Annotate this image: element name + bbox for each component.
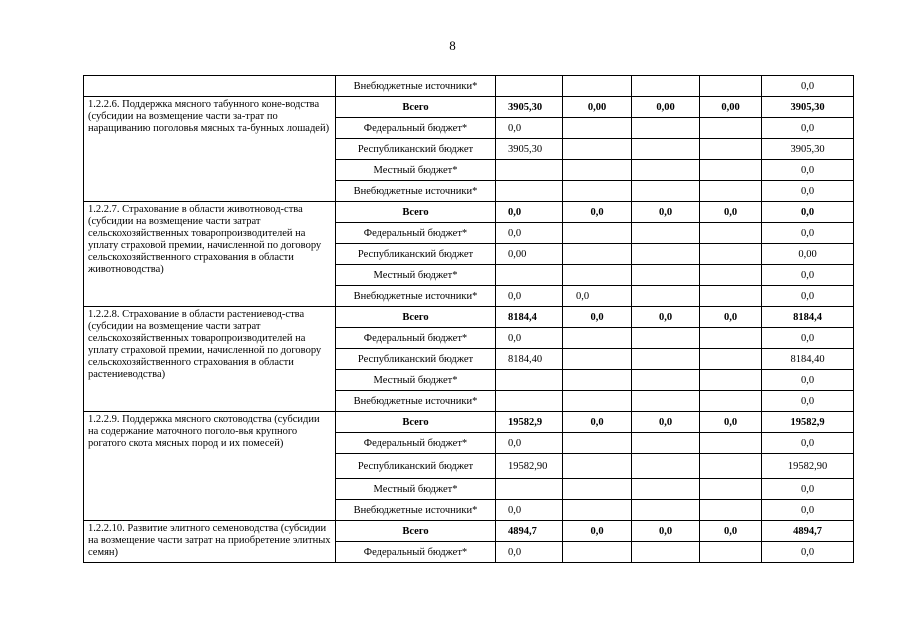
value-cell: [700, 479, 762, 500]
value-cell: [700, 500, 762, 521]
value-cell: [563, 223, 632, 244]
value-cell: 8184,40: [496, 349, 563, 370]
value-cell: [700, 76, 762, 97]
value-cell: [700, 328, 762, 349]
total-cell: 0,0: [762, 542, 854, 563]
total-cell: 3905,30: [762, 139, 854, 160]
value-cell: 0,0: [496, 500, 563, 521]
funding-source-cell: Местный бюджет*: [336, 265, 496, 286]
funding-source-cell: Республиканский бюджет: [336, 454, 496, 479]
total-cell: 0,0: [762, 328, 854, 349]
measure-description-cell: 1.2.2.9. Поддержка мясного скотоводства (субсидии на содержание маточного поголо-вья крупного рогатого скота мясных пород и их помесей): [84, 412, 336, 521]
value-cell: [632, 76, 700, 97]
total-cell: 0,0: [762, 391, 854, 412]
value-cell: [700, 139, 762, 160]
value-cell: 0,0: [700, 412, 762, 433]
funding-source-cell: Внебюджетные источники*: [336, 181, 496, 202]
value-cell: [632, 286, 700, 307]
value-cell: [632, 370, 700, 391]
total-cell: 0,0: [762, 76, 854, 97]
table-row: [84, 202, 854, 223]
budget-table: [83, 75, 854, 563]
funding-source-cell: Всего: [336, 97, 496, 118]
value-cell: [632, 160, 700, 181]
measure-description-cell: 1.2.2.7. Страхование в области животновод-ства (субсидии на возмещение части затрат сельскохозяйственных товаропроизводителей на уплату страховой премии, начисленной по договору сельскохозяйственного страхования в области животноводства): [84, 202, 336, 307]
value-cell: [700, 223, 762, 244]
value-cell: [632, 391, 700, 412]
value-cell: 0,0: [563, 307, 632, 328]
value-cell: 0,0: [632, 412, 700, 433]
total-cell: 3905,30: [762, 97, 854, 118]
total-cell: 0,0: [762, 500, 854, 521]
total-cell: 8184,40: [762, 349, 854, 370]
value-cell: 3905,30: [496, 97, 563, 118]
value-cell: 0,0: [632, 307, 700, 328]
funding-source-cell: Республиканский бюджет: [336, 244, 496, 265]
measure-description-cell: 1.2.2.10. Развитие элитного семеноводства (субсидии на возмещение части затрат на приобретение элитных семян): [84, 521, 336, 563]
value-cell: [563, 542, 632, 563]
value-cell: 0,0: [496, 542, 563, 563]
value-cell: 8184,4: [496, 307, 563, 328]
funding-source-cell: Федеральный бюджет*: [336, 328, 496, 349]
value-cell: [632, 454, 700, 479]
value-cell: [632, 328, 700, 349]
value-cell: [563, 244, 632, 265]
funding-source-cell: Федеральный бюджет*: [336, 542, 496, 563]
total-cell: 0,0: [762, 181, 854, 202]
value-cell: [700, 265, 762, 286]
value-cell: 0,00: [632, 97, 700, 118]
value-cell: 0,0: [632, 521, 700, 542]
value-cell: 0,0: [496, 328, 563, 349]
value-cell: [496, 265, 563, 286]
value-cell: [632, 433, 700, 454]
table-row: [84, 521, 854, 542]
value-cell: [632, 500, 700, 521]
funding-source-cell: Внебюджетные источники*: [336, 500, 496, 521]
value-cell: 0,00: [563, 97, 632, 118]
table-row: [84, 307, 854, 328]
value-cell: 0,0: [496, 223, 563, 244]
value-cell: [496, 160, 563, 181]
value-cell: 0,0: [496, 286, 563, 307]
value-cell: 0,00: [700, 97, 762, 118]
funding-source-cell: Внебюджетные источники*: [336, 391, 496, 412]
value-cell: 0,0: [496, 202, 563, 223]
value-cell: [700, 370, 762, 391]
total-cell: 0,0: [762, 202, 854, 223]
total-cell: 0,0: [762, 479, 854, 500]
value-cell: [632, 265, 700, 286]
value-cell: [496, 181, 563, 202]
value-cell: [563, 118, 632, 139]
value-cell: 0,0: [700, 202, 762, 223]
value-cell: 0,0: [563, 521, 632, 542]
value-cell: [563, 349, 632, 370]
value-cell: 0,0: [563, 202, 632, 223]
funding-source-cell: Всего: [336, 307, 496, 328]
total-cell: 0,0: [762, 223, 854, 244]
value-cell: [700, 433, 762, 454]
value-cell: [632, 244, 700, 265]
value-cell: [632, 223, 700, 244]
value-cell: [700, 244, 762, 265]
funding-source-cell: Республиканский бюджет: [336, 139, 496, 160]
value-cell: 0,0: [700, 521, 762, 542]
funding-source-cell: Местный бюджет*: [336, 370, 496, 391]
value-cell: [632, 479, 700, 500]
value-cell: [700, 160, 762, 181]
funding-source-cell: Внебюджетные источники*: [336, 286, 496, 307]
value-cell: [700, 454, 762, 479]
value-cell: [700, 181, 762, 202]
value-cell: [563, 160, 632, 181]
total-cell: 0,0: [762, 265, 854, 286]
page-number: 8: [449, 38, 456, 53]
funding-source-cell: Всего: [336, 521, 496, 542]
funding-source-cell: Федеральный бюджет*: [336, 118, 496, 139]
value-cell: [632, 542, 700, 563]
value-cell: [632, 181, 700, 202]
total-cell: 19582,90: [762, 454, 854, 479]
value-cell: [632, 349, 700, 370]
value-cell: [496, 370, 563, 391]
table-row: [84, 76, 854, 97]
funding-source-cell: Местный бюджет*: [336, 160, 496, 181]
value-cell: 0,0: [496, 433, 563, 454]
empty-cell: [84, 76, 336, 97]
measure-description-cell: 1.2.2.8. Страхование в области растениевод-ства (субсидии на возмещение части затрат сельскохозяйственных товаропроизводителей на уплату страховой премии, начисленной по договору сельскохозяйственного страхования в области растениеводства): [84, 307, 336, 412]
measure-description-cell: 1.2.2.6. Поддержка мясного табунного коне-водства (субсидии на возмещение части за-трат по наращиванию поголовья мясных та-бунных лошадей): [84, 97, 336, 202]
value-cell: [563, 500, 632, 521]
table-row: [84, 97, 854, 118]
value-cell: [563, 479, 632, 500]
funding-source-cell: Всего: [336, 202, 496, 223]
table-row: [84, 412, 854, 433]
total-cell: 0,0: [762, 118, 854, 139]
funding-source-cell: Федеральный бюджет*: [336, 433, 496, 454]
value-cell: [563, 139, 632, 160]
value-cell: 0,0: [563, 412, 632, 433]
value-cell: 19582,9: [496, 412, 563, 433]
value-cell: [700, 391, 762, 412]
total-cell: 0,0: [762, 286, 854, 307]
total-cell: 0,00: [762, 244, 854, 265]
total-cell: 19582,9: [762, 412, 854, 433]
value-cell: [496, 76, 563, 97]
funding-source-cell: Республиканский бюджет: [336, 349, 496, 370]
value-cell: 0,0: [632, 202, 700, 223]
funding-source-cell: Всего: [336, 412, 496, 433]
value-cell: [563, 328, 632, 349]
funding-source-cell: Местный бюджет*: [336, 479, 496, 500]
funding-source-cell: Внебюджетные источники*: [336, 76, 496, 97]
value-cell: 3905,30: [496, 139, 563, 160]
value-cell: [496, 479, 563, 500]
value-cell: [563, 370, 632, 391]
value-cell: [700, 542, 762, 563]
value-cell: 0,0: [563, 286, 632, 307]
total-cell: 4894,7: [762, 521, 854, 542]
funding-source-cell: Федеральный бюджет*: [336, 223, 496, 244]
total-cell: 0,0: [762, 160, 854, 181]
value-cell: [700, 286, 762, 307]
value-cell: 0,0: [700, 307, 762, 328]
value-cell: [496, 391, 563, 412]
value-cell: 19582,90: [496, 454, 563, 479]
value-cell: [700, 118, 762, 139]
total-cell: 8184,4: [762, 307, 854, 328]
value-cell: [563, 454, 632, 479]
value-cell: [563, 433, 632, 454]
value-cell: [632, 118, 700, 139]
value-cell: [563, 76, 632, 97]
value-cell: [563, 391, 632, 412]
value-cell: [632, 139, 700, 160]
total-cell: 0,0: [762, 433, 854, 454]
value-cell: 0,0: [496, 118, 563, 139]
value-cell: 0,00: [496, 244, 563, 265]
value-cell: [700, 349, 762, 370]
value-cell: 4894,7: [496, 521, 563, 542]
total-cell: 0,0: [762, 370, 854, 391]
value-cell: [563, 265, 632, 286]
value-cell: [563, 181, 632, 202]
